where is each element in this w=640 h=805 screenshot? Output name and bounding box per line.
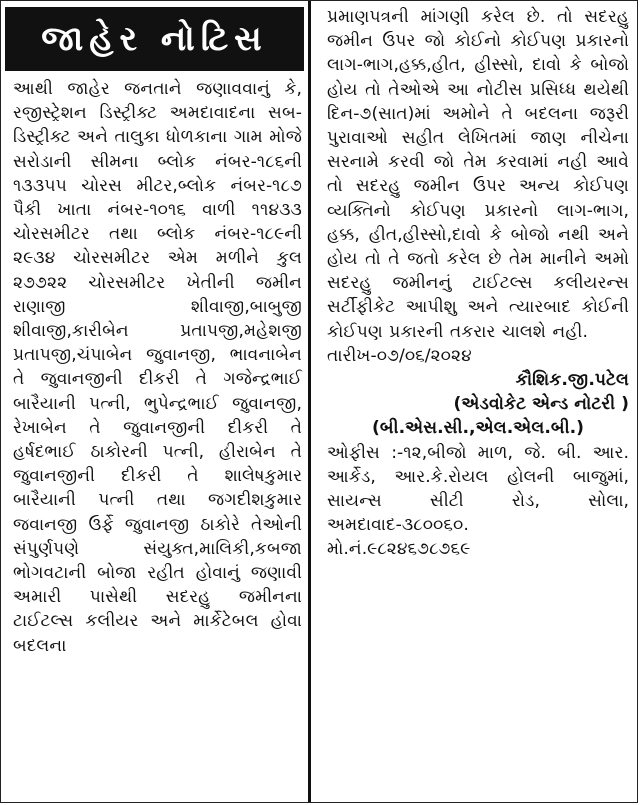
notice-right-column [313,1,637,802]
office-address: ઓફીસ :-૧૨,બીજો માળ, જે. બી. આર. આર્કેડ, આર.કે.રોયલ હોલની બાજુમાં, સાયન્સ સીટી રોડ, સોલા, અમદાવાદ-૩૮૦૦૬૦. [327,442,629,536]
notice-body-right: પ્રમાણપત્રની માંગણી કરેલ છે. તો સદરહુ જમીન ઉપર જો કોઈનો કોઈપણ પ્રકારનો લાગ-ભાગ,હક્ક,હીત, હીસ્સો, દાવો કે બોજો હોય તો તેઓએ આ નોટીસ પ્રસિધ્ધ થયેથી દિન-૭(સાત)માં અમોને તે બદલના જરૂરી પુરાવાઓ સહીત લેખિતમાં જાણ નીચેના સરનામે કરવી જો તેમ કરવામાં નહી આવે તો સદરહુ જમીન ઉપર અન્ય કોઈપણ વ્યક્તિનો કોઈપણ પ્રકારનો લાગ-ભાગ, હક્ક, હીત,હીસ્સો,દાવો કે બોજો નથી અને હોય તો તે જતો કરેલ છે તેમ માનીને અમો સદરહુ જમીનનું ટાઈટલ્સ કલીયરન્સ સર્ટીફીકેટ આપીશુ અને ત્યારબાદ કોઈની કોઈપણ પ્રકારની તકરાર ચાલશે નહી. [327,7,629,342]
signatory-name: કૌશિક.જી.પટેલ [515,370,629,391]
notice-body-left: આથી જાહેર જનતાને જણાવવાનું કે, રજીસ્ટ્રેશન ડિસ્ટ્રીક્ટ અમદાવાદના સબ-ડિસ્ટ્રીક્ટ અને તાલુકા ધોળકાના ગામ મોજે સરોડાની સીમના બ્લોક નંબર-૧૮૬ની ૧૩૩૫૫ ચોરસ મીટર,બ્લોક નંબર-૧૮૭ પૈકી ખાતા નંબર-૧૦૧૬ વાળી ૧૧૪૩૩ ચોરસમીટર તથા બ્લોક નંબર-૧૮૯ની ૨૯૩૪ ચોરસમીટર એમ મળીને કુલ ૨૭૭૨૨ ચોરસમીટર ખેતીની જમીન રાણાજી શીવાજી,બાબુજી શીવાજી,કારીબેન પ્રતાપજી,મહેશજી પ્રતાપજી,ચંપાબેન જુવાનજી, ભાવનાબેન તે જુવાનજીની દીકરી તે ગજેન્દ્રભાઈ બારૈયાની પત્ની, ભુપેન્દ્રભાઈ જુવાનજી, રેખાબેન તે જુવાનજીની દીકરી તે હર્ષદભાઈ ઠાકોરની પત્ની, હીરાબેન તે જુવાનજીની દીકરી તે શાલેષકુમાર બારૈયાની પત્ની તથા જગદીશકુમાર જવાનજી ઉર્ફે જુવાનજી ઠાકોરે તેઓની સંપુર્ણપણે સંયુક્ત,માલિકી,કબજા ભોગવટાની બોજા રહીત હોવાનું જણાવી અમારી પાસેથી સદરહુ જમીનના ટાઈટલ્સ કલીયર અને માર્કેટેબલ હોવા બદલના [13,79,302,656]
notice-title: જાહેર નોટિસ [5,7,304,71]
signatory-title: (એડવોકેટ એન્ડ નોટરી ) [453,394,629,415]
signatory-degree: (બી.એસ.સી.,એલ.એલ.બી.) [372,418,584,439]
notice-date: તારીખ-૦૭/૦૬/૨૦૨૪ [327,345,472,366]
phone-number: મો.નં.૯૮૨૪૬૭૮૭૬૯ [327,539,471,560]
notice-left-column [1,1,311,802]
